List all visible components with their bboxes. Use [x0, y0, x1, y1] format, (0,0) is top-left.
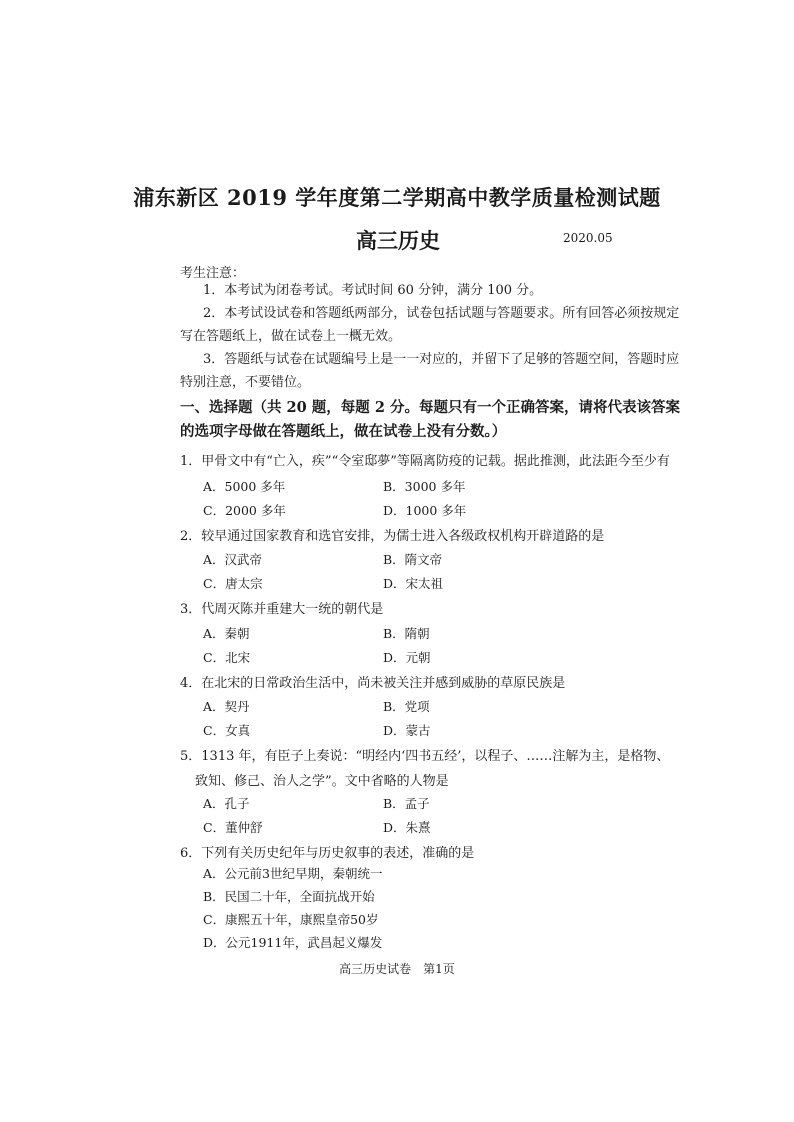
question-6-stem: 6．下列有关历史纪年与历史叙事的表述，准确的是 [180, 846, 475, 861]
question-5-option-c: C．董仲舒 [203, 820, 263, 835]
question-1-option-c: C．2000 多年 [203, 503, 286, 518]
question-3-option-a: A．秦朝 [203, 626, 250, 641]
question-5-option-d: D．朱熹 [383, 820, 431, 835]
notice-item-1: 1．本考试为闭卷考试。考试时间 60 分钟，满分 100 分。 [203, 283, 543, 298]
exam-date: 2020.05 [563, 231, 613, 245]
exam-title: 浦东新区 2019 学年度第二学期高中教学质量检测试题 [133, 185, 661, 210]
question-3-option-d: D．元朝 [383, 650, 431, 665]
question-3-option-b: B．隋朝 [383, 626, 430, 641]
question-4-option-d: D．蒙古 [383, 723, 431, 738]
question-4-option-b: B．党项 [383, 699, 430, 714]
question-2-option-c: C．唐太宗 [203, 576, 263, 591]
question-2-option-b: B．隋文帝 [383, 552, 443, 567]
question-3-option-c: C．北宋 [203, 650, 251, 665]
question-4-option-c: C．女真 [203, 723, 251, 738]
notice-heading: 考生注意： [180, 266, 246, 281]
question-3-stem: 3．代周灭陈并重建大一统的朝代是 [180, 602, 384, 617]
question-2-stem: 2．较早通过国家教育和选官安排，为儒士进入各级政权机构开辟道路的是 [180, 529, 605, 544]
question-1-stem: 1．甲骨文中有“亡入，疾”“令室邸夢”等隔离防疫的记载。据此推测，此法距今至少有 [180, 454, 670, 469]
question-2-option-d: D．宋太祖 [383, 576, 444, 591]
question-4-stem: 4．在北宋的日常政治生活中，尚未被关注并感到威胁的草原民族是 [180, 676, 566, 691]
section-1-heading-line-2: 的选项字母做在答题纸上，做在试卷上没有分数。） [180, 423, 507, 440]
question-4-option-a: A．契丹 [203, 699, 250, 714]
question-6-option-c: C．康熙五十年，康熙皇帝50岁 [203, 912, 379, 927]
exam-subject: 高三历史 [356, 228, 440, 253]
question-5-stem-line-2: 致知、修己、治人之学”。文中省略的人物是 [195, 774, 449, 789]
question-5-option-a: A．孔子 [203, 796, 250, 811]
question-6-option-d: D．公元1911年，武昌起义爆发 [203, 935, 383, 950]
page-footer: 高三历史试卷 第1页 [339, 962, 455, 976]
question-1-option-a: A．5000 多年 [203, 479, 286, 494]
notice-item-2-line-1: 2．本考试设试卷和答题纸两部分，试卷包括试题与答题要求。所有回答必须按规定 [203, 306, 680, 321]
notice-item-2-line-2: 写在答题纸上，做在试卷上一概无效。 [180, 329, 402, 344]
question-6-option-b: B．民国二十年，全面抗战开始 [203, 889, 375, 904]
notice-item-3-line-1: 3．答题纸与试卷在试题编号上是一一对应的，并留下了足够的答题空间，答题时应 [203, 352, 680, 367]
question-5-stem-line-1: 5．1313 年，有臣子上奏说：“明经内‘四书五经’，以程子、……注解为主，是格物、 [180, 749, 670, 764]
section-1-heading-line-1: 一、选择题（共 20 题，每题 2 分。每题只有一个正确答案，请将代表该答案 [180, 399, 680, 416]
question-5-option-b: B．孟子 [383, 796, 430, 811]
notice-item-3-line-2: 特别注意，不要错位。 [180, 375, 311, 390]
question-1-option-d: D．1000 多年 [383, 503, 467, 518]
question-1-option-b: B．3000 多年 [383, 479, 466, 494]
question-2-option-a: A．汉武帝 [203, 552, 263, 567]
question-6-option-a: A．公元前3世纪早期，秦朝统一 [203, 866, 383, 881]
